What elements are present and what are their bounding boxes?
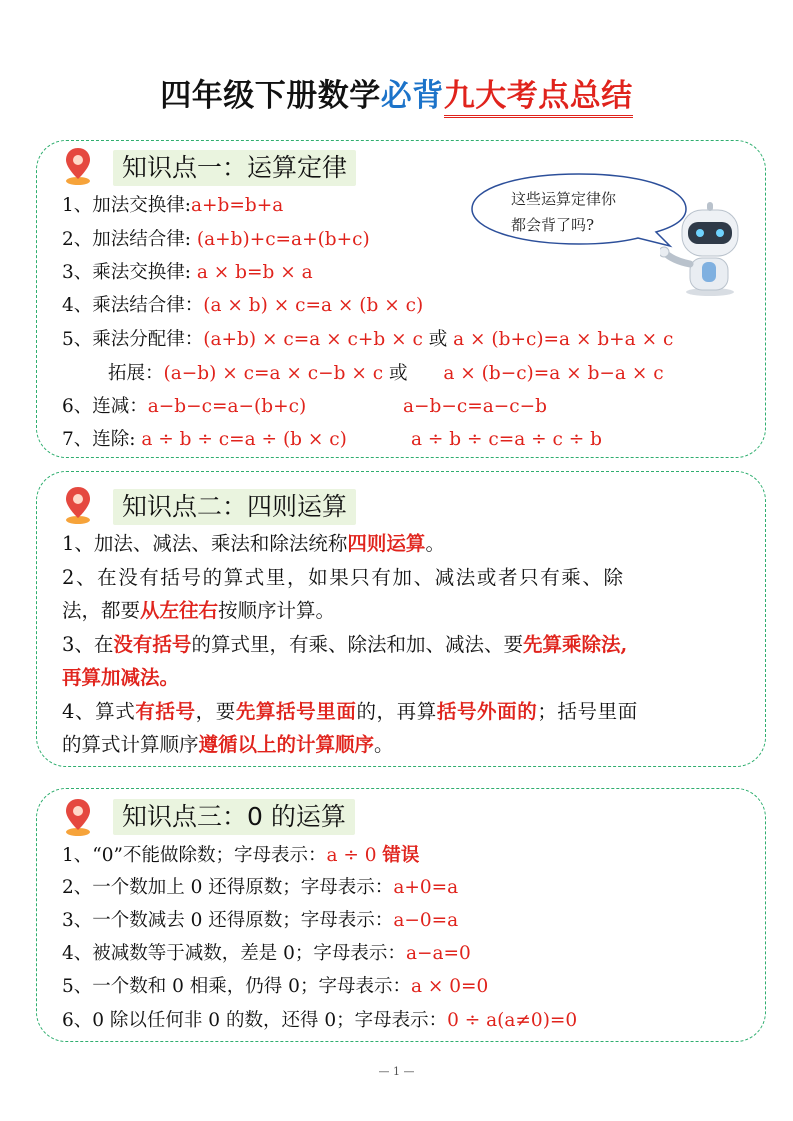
section-1-heading: 知识点一：运算定律: [113, 150, 356, 186]
bubble-line-2: 都会背了吗?: [511, 216, 595, 234]
law-item-6: 6、连减：a−b−c=a−(b+c) a−b−c=a−c−b: [62, 396, 547, 417]
rule-line-6: 4、算式有括号，要先算括号里面的，再算括号外面的；括号里面: [62, 700, 638, 723]
law-item-5: 5、乘法分配律：(a+b) × c=a × c+b × c 或 a × (b+c)=a × b+a × c: [62, 329, 674, 350]
section-2-heading: 知识点二：四则运算: [113, 489, 356, 525]
rule-line-3: 法，都要从左往右按顺序计算。: [62, 599, 336, 622]
zero-item-5: 5、一个数和 0 相乘，仍得 0；字母表示：a × 0=0: [62, 976, 489, 997]
title-black: 四年级下册数学: [160, 78, 381, 114]
zero-item-2: 2、一个数加上 0 还得原数；字母表示：a+0=a: [62, 877, 459, 898]
robot-icon: [660, 200, 744, 296]
zero-item-4: 4、被减数等于减数，差是 0；字母表示：a−a=0: [62, 943, 471, 964]
title-red: 九大考点总结: [444, 78, 633, 118]
zero-item-3: 3、一个数减去 0 还得原数；字母表示：a−0=a: [62, 910, 459, 931]
title-blue: 必背: [380, 78, 444, 114]
law-extension: 拓展：(a−b) × c=a × c−b × c 或 a × (b−c)=a × b−a × c: [108, 363, 664, 384]
bubble-line-1: 这些运算定律你: [511, 190, 617, 208]
law-item-2: 2、加法结合律: (a+b)+c=a+(b+c): [62, 229, 370, 250]
location-pin-icon: [63, 146, 93, 186]
speech-bubble: [470, 172, 688, 248]
location-pin-icon: [63, 485, 93, 525]
law-item-1: 1、加法交换律:a+b=b+a: [62, 195, 284, 216]
law-item-4: 4、乘法结合律：(a × b) × c=a × (b × c): [62, 295, 424, 316]
zero-item-1: 1、“0”不能做除数；字母表示：a ÷ 0 错误: [62, 845, 420, 866]
page-number: — 1 —: [378, 1065, 415, 1078]
rule-line-7: 的算式计算顺序遵循以上的计算顺序。: [62, 733, 394, 756]
zero-item-6: 6、0 除以任何非 0 的数，还得 0；字母表示：0 ÷ a(a≠0)=0: [62, 1010, 578, 1031]
law-item-3: 3、乘法交换律: a × b=b × a: [62, 262, 313, 283]
page-title: [0, 70, 793, 115]
law-item-7: 7、连除: a ÷ b ÷ c=a ÷ (b × c) a ÷ b ÷ c=a ÷ c ÷ b: [62, 429, 603, 450]
section-3-heading: 知识点三：0 的运算: [113, 799, 355, 835]
rule-line-1: 1、加法、减法、乘法和除法统称四则运算。: [62, 532, 445, 555]
rule-line-2: 2、在没有括号的算式里，如果只有加、减法或者只有乘、除: [62, 566, 625, 589]
rule-line-4: 3、在没有括号的算式里，有乘、除法和加、减法、要先算乘除法,: [62, 633, 628, 656]
location-pin-icon: [63, 797, 93, 837]
rule-line-5: 再算加减法。: [62, 666, 180, 689]
